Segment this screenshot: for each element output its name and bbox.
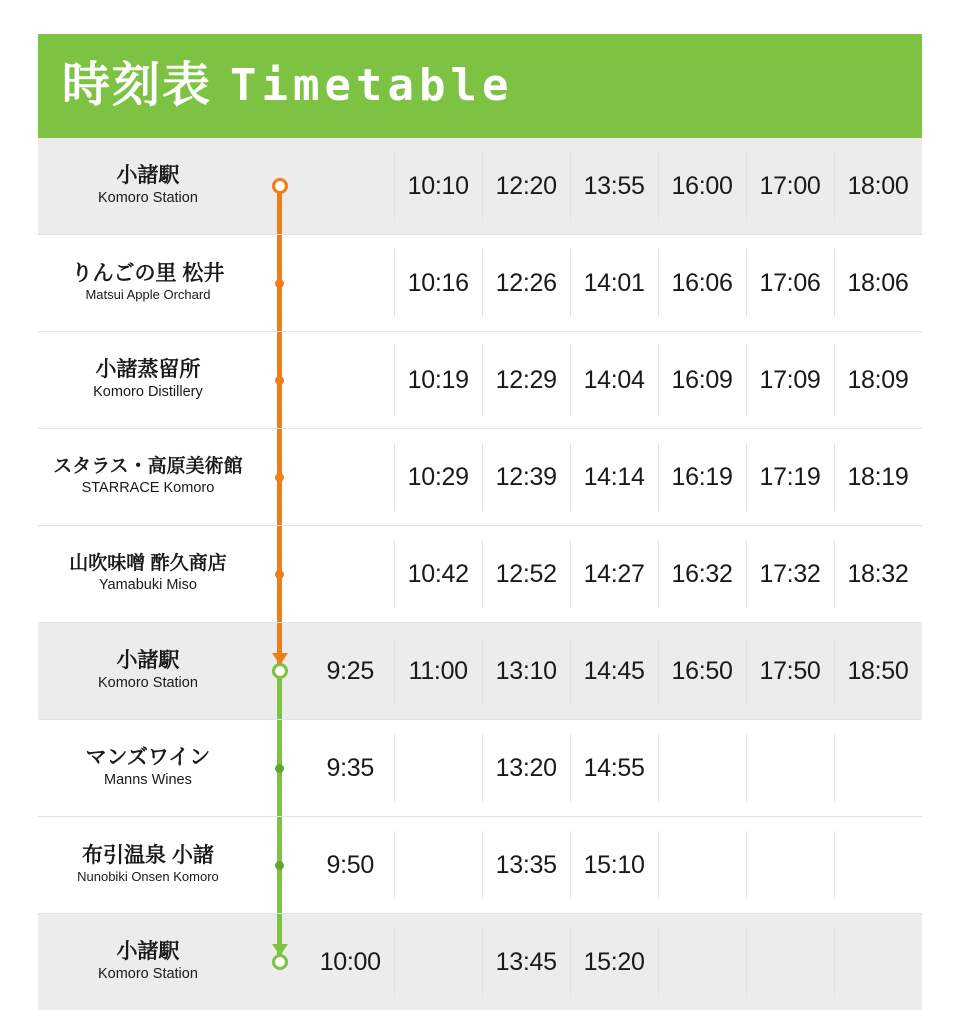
departure-time-cell: 9:50: [306, 817, 394, 914]
departure-time-cell: [658, 914, 746, 1011]
route-segment-top: [277, 720, 282, 768]
departure-time-cell: 18:00: [834, 138, 922, 235]
departure-time-cell: [306, 235, 394, 332]
departure-time-cell: 10:29: [394, 429, 482, 526]
departure-time-cell: 17:06: [746, 235, 834, 332]
header-title-japanese: 時刻表: [62, 59, 213, 112]
route-segment-top: [277, 235, 282, 283]
table-row: [38, 623, 922, 720]
table-row: [38, 817, 922, 914]
station-name-cell: [38, 138, 258, 235]
route-line-graphic: [258, 332, 302, 428]
station-marker-ring-icon: [272, 178, 288, 194]
departure-time-cell: 14:01: [570, 235, 658, 332]
departure-time-cell: [834, 817, 922, 914]
station-name-english: Komoro Distillery: [93, 384, 203, 401]
departure-time-cell: 18:50: [834, 623, 922, 720]
route-line-graphic: [258, 817, 302, 913]
table-row: [38, 332, 922, 429]
station-name-english: Komoro Station: [97, 675, 198, 692]
departure-time-cell: 12:29: [482, 332, 570, 429]
departure-time-cell: [746, 914, 834, 1011]
table-row: [38, 235, 922, 332]
departure-time-cell: 14:14: [570, 429, 658, 526]
departure-time-cell: 15:20: [570, 914, 658, 1011]
station-marker-dot-icon: [275, 279, 284, 288]
departure-time-cell: 16:19: [658, 429, 746, 526]
header-title-english: Timetable: [230, 60, 514, 111]
route-line-cell: [258, 817, 306, 914]
station-marker-dot-icon: [275, 376, 284, 385]
table-row: [38, 429, 922, 526]
departure-time-cell: 13:45: [482, 914, 570, 1011]
departure-time-cell: 18:06: [834, 235, 922, 332]
departure-time-cell: [306, 332, 394, 429]
station-name-cell: [38, 720, 258, 817]
station-name-japanese: 小諸駅: [116, 939, 180, 963]
route-line-cell: [258, 526, 306, 623]
departure-time-cell: 17:32: [746, 526, 834, 623]
departure-time-cell: 16:50: [658, 623, 746, 720]
departure-time-cell: 10:19: [394, 332, 482, 429]
route-line-graphic: [258, 914, 302, 1010]
route-line-graphic: [258, 429, 302, 525]
station-name-english: Nunobiki Onsen Komoro: [77, 869, 219, 885]
table-row: [38, 720, 922, 817]
departure-time-cell: 17:09: [746, 332, 834, 429]
station-name-english: Yamabuki Miso: [98, 577, 197, 594]
station-name-japanese: 山吹味噌 酢久商店: [69, 552, 227, 574]
station-name-cell: [38, 429, 258, 526]
station-marker-dot-icon: [275, 473, 284, 482]
departure-time-cell: 12:26: [482, 235, 570, 332]
station-name-japanese: 小諸蒸留所: [95, 357, 201, 381]
departure-time-cell: 16:06: [658, 235, 746, 332]
route-segment-top: [277, 332, 282, 380]
route-line-graphic: [258, 720, 302, 816]
departure-time-cell: [394, 914, 482, 1011]
station-name-english: Manns Wines: [104, 772, 192, 789]
departure-time-cell: 11:00: [394, 623, 482, 720]
timetable-body: [38, 138, 922, 1010]
departure-time-cell: [306, 526, 394, 623]
station-marker-dot-icon: [275, 861, 284, 870]
timetable-header: [38, 34, 922, 138]
departure-time-cell: 14:55: [570, 720, 658, 817]
departure-time-cell: 10:10: [394, 138, 482, 235]
departure-time-cell: 16:00: [658, 138, 746, 235]
route-segment-bottom: [277, 865, 282, 913]
route-line-cell: [258, 332, 306, 429]
departure-time-cell: [306, 138, 394, 235]
departure-time-cell: 18:09: [834, 332, 922, 429]
departure-time-cell: 14:04: [570, 332, 658, 429]
station-name-cell: [38, 235, 258, 332]
departure-time-cell: 18:32: [834, 526, 922, 623]
departure-time-cell: [746, 720, 834, 817]
departure-time-cell: 12:20: [482, 138, 570, 235]
station-name-english: Komoro Station: [97, 190, 198, 207]
route-segment-top: [277, 429, 282, 477]
route-line-cell: [258, 138, 306, 235]
departure-time-cell: 13:10: [482, 623, 570, 720]
station-name-cell: [38, 914, 258, 1011]
station-marker-dot-icon: [275, 764, 284, 773]
station-name-japanese: スタラス・高原美術館: [53, 455, 243, 477]
departure-time-cell: [834, 914, 922, 1011]
table-row: [38, 914, 922, 1011]
route-line-cell: [258, 623, 306, 720]
timetable-table: [38, 138, 922, 1010]
station-name-japanese: マンズワイン: [85, 745, 211, 769]
departure-time-cell: 18:19: [834, 429, 922, 526]
table-row: [38, 526, 922, 623]
route-segment-top: [277, 817, 282, 865]
departure-time-cell: 17:50: [746, 623, 834, 720]
station-name-cell: [38, 623, 258, 720]
station-name-cell: [38, 526, 258, 623]
route-line-cell: [258, 914, 306, 1011]
timetable-sheet: [38, 34, 922, 1010]
departure-time-cell: 17:19: [746, 429, 834, 526]
station-name-cell: [38, 332, 258, 429]
departure-time-cell: 14:27: [570, 526, 658, 623]
departure-time-cell: 9:35: [306, 720, 394, 817]
departure-time-cell: 16:09: [658, 332, 746, 429]
departure-time-cell: 16:32: [658, 526, 746, 623]
departure-time-cell: [306, 429, 394, 526]
station-name-cell: [38, 817, 258, 914]
departure-time-cell: [658, 817, 746, 914]
station-name-japanese: りんごの里 松井: [71, 261, 225, 285]
departure-time-cell: [394, 817, 482, 914]
route-segment-bottom: [277, 574, 282, 622]
departure-time-cell: [658, 720, 746, 817]
departure-time-cell: 15:10: [570, 817, 658, 914]
station-marker-ring-icon: [272, 663, 288, 679]
departure-time-cell: 9:25: [306, 623, 394, 720]
route-line-graphic: [258, 138, 302, 234]
route-line-graphic: [258, 235, 302, 331]
station-name-japanese: 布引温泉 小諸: [82, 843, 214, 867]
station-name-english: Komoro Station: [97, 966, 198, 983]
station-name-japanese: 小諸駅: [116, 163, 180, 187]
route-line-cell: [258, 429, 306, 526]
departure-time-cell: 12:39: [482, 429, 570, 526]
departure-time-cell: [746, 817, 834, 914]
route-segment-bottom: [277, 283, 282, 331]
departure-time-cell: 10:16: [394, 235, 482, 332]
station-name-english: Matsui Apple Orchard: [85, 287, 211, 303]
departure-time-cell: 14:45: [570, 623, 658, 720]
route-line-cell: [258, 720, 306, 817]
station-name-english: STARRACE Komoro: [81, 480, 215, 497]
station-marker-ring-icon: [272, 954, 288, 970]
departure-time-cell: 13:20: [482, 720, 570, 817]
route-segment-bottom: [277, 768, 282, 816]
route-segment-bottom: [277, 477, 282, 525]
table-row: [38, 138, 922, 235]
departure-time-cell: 10:00: [319, 947, 381, 976]
route-line-graphic: [258, 623, 302, 719]
departure-time-cell: [834, 720, 922, 817]
station-name-japanese: 小諸駅: [116, 648, 180, 672]
route-segment-top: [277, 526, 282, 574]
station-marker-dot-icon: [275, 570, 284, 579]
departure-time-cell: 10:42: [394, 526, 482, 623]
route-segment-bottom: [277, 380, 282, 428]
departure-time-cell: [394, 720, 482, 817]
departure-time-cell: 17:00: [746, 138, 834, 235]
departure-time-cell: 12:52: [482, 526, 570, 623]
departure-time-cell: 13:55: [570, 138, 658, 235]
departure-time-cell: 13:35: [482, 817, 570, 914]
route-line-graphic: [258, 526, 302, 622]
route-line-cell: [258, 235, 306, 332]
